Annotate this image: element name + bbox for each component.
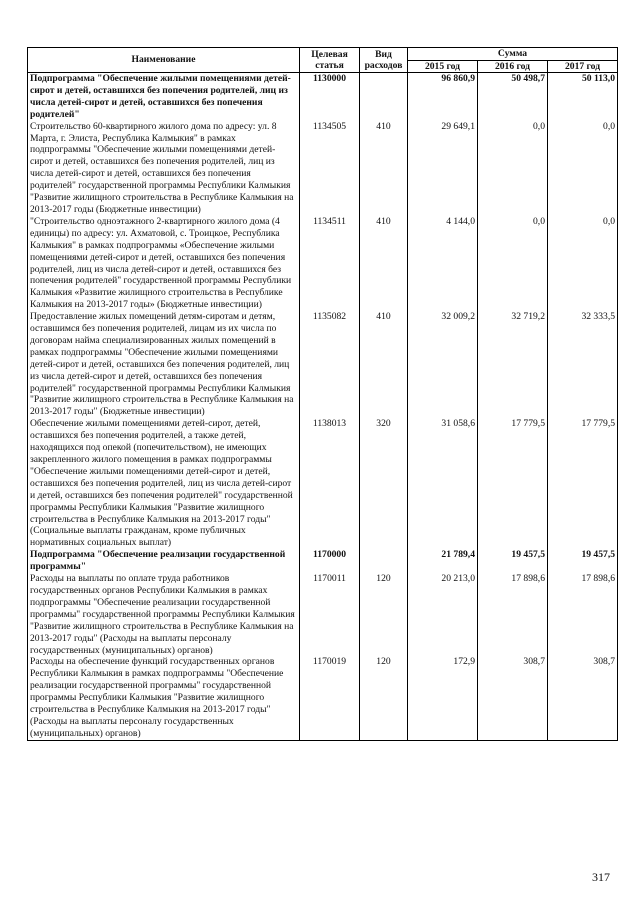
row-2017: 0,0: [548, 121, 618, 216]
row-code: 1130000: [300, 73, 360, 121]
header-code: Целевая статья: [300, 48, 360, 73]
row-vid: 120: [360, 656, 408, 740]
row-2016: 0,0: [478, 216, 548, 311]
row-2015: 31 058,6: [408, 418, 478, 549]
row-2016: 32 719,2: [478, 311, 548, 418]
row-2016: 17 898,6: [478, 573, 548, 656]
row-2015: 96 860,9: [408, 73, 478, 121]
row-code: 1170000: [300, 549, 360, 573]
row-2017: 308,7: [548, 656, 618, 740]
header-vid: Вид расходов: [360, 48, 408, 73]
budget-table: [27, 47, 618, 741]
row-vid: 410: [360, 121, 408, 216]
row-vid: 410: [360, 311, 408, 418]
row-2016: 0,0: [478, 121, 548, 216]
row-vid: [360, 549, 408, 573]
table-row: [28, 418, 618, 549]
row-vid: [360, 73, 408, 121]
row-2015: 4 144,0: [408, 216, 478, 311]
row-2015: 172,9: [408, 656, 478, 740]
row-2017: 17 779,5: [548, 418, 618, 549]
row-2017: 17 898,6: [548, 573, 618, 656]
row-name: "Строительство одноэтажного 2-квартирного жилого дома (4 единицы) по адресу: ул. Ахматовой, с. Троицкое, Республика Калмыкия" в рамках подпрограммы «Обеспечение жилыми помещениями детей-сирот и детей, оставшихся без попечения родителей, лиц из числа детей-сирот и детей, оставшихся без попечения родителей" государственной программы Республики Калмыкия «Развитие жилищного строительства в Республике Калмыкия на 2013-2017 годы» (Бюджетные инвестиции): [28, 216, 300, 311]
row-name: Расходы на выплаты по оплате труда работников государственных органов Республики Калмыкия в рамках подпрограммы "Обеспечение реализации государственной программы" государственной программы Республики Калмыкия "Развитие жилищного строительства в Республике Калмыкия на 2013-2017 годы" (Расходы на выплаты персоналу государственных (муниципальных) органов): [28, 573, 300, 656]
row-2016: 19 457,5: [478, 549, 548, 573]
row-name: Обеспечение жилыми помещениями детей-сирот, детей, оставшихся без попечения родителей, а также детей, находящихся под опекой (попечительством), не имеющих закрепленного жилого помещения в рамках подпрограммы "Обеспечение жилыми помещениями детей-сирот и детей, оставшихся без попечения родителей, лиц из числа детей-сирот и детей, оставшихся без попечения родителей" государственной программы Республики Калмыкия "Развитие жилищного строительства в Республике Калмыкия на 2013-2017 годы" (Социальные выплаты гражданам, кроме публичных нормативных социальных выплат): [28, 418, 300, 549]
header-2016: 2016 год: [478, 60, 548, 73]
table-row: [28, 573, 618, 656]
row-2015: 29 649,1: [408, 121, 478, 216]
row-2015: 20 213,0: [408, 573, 478, 656]
row-2017: 32 333,5: [548, 311, 618, 418]
row-2015: 32 009,2: [408, 311, 478, 418]
header-name: Наименование: [28, 48, 300, 73]
row-code: 1138013: [300, 418, 360, 549]
row-code: 1134511: [300, 216, 360, 311]
row-code: 1170019: [300, 656, 360, 740]
row-2016: 308,7: [478, 656, 548, 740]
table-header: [28, 48, 618, 73]
row-code: 1134505: [300, 121, 360, 216]
row-vid: 120: [360, 573, 408, 656]
row-2015: 21 789,4: [408, 549, 478, 573]
row-code: 1135082: [300, 311, 360, 418]
row-2017: 0,0: [548, 216, 618, 311]
row-name: Подпрограмма "Обеспечение реализации государственной программы": [28, 549, 300, 573]
row-name: Строительство 60-квартирного жилого дома по адресу: ул. 8 Марта, г. Элиста, Республика Калмыкия" в рамках подпрограммы "Обеспечение жилыми помещениями детей-сирот и детей, оставшихся без попечения родителей, лиц из числа детей-сирот и детей, оставшихся без попечения родителей" государственной программы Республики Калмыкия "Развитие жилищного строительства в Республике Калмыкия на 2013-2017 годы (Бюджетные инвестиции): [28, 121, 300, 216]
row-code: 1170011: [300, 573, 360, 656]
row-2016: 17 779,5: [478, 418, 548, 549]
header-sum: Сумма: [408, 48, 618, 61]
row-2017: 19 457,5: [548, 549, 618, 573]
header-2015: 2015 год: [408, 60, 478, 73]
row-vid: 410: [360, 216, 408, 311]
row-vid: 320: [360, 418, 408, 549]
row-2016: 50 498,7: [478, 73, 548, 121]
table-row: [28, 216, 618, 311]
table-row: [28, 121, 618, 216]
table-row: [28, 656, 618, 740]
table-row: [28, 73, 618, 121]
table-body: [28, 73, 618, 741]
header-2017: 2017 год: [548, 60, 618, 73]
row-name: Расходы на обеспечение функций государственных органов Республики Калмыкия в рамках подпрограммы "Обеспечение реализации государственной программы" государственной программы Республики Калмыкия "Развитие жилищного строительства в Республике Калмыкия на 2013-2017 годы" (Расходы на выплаты персоналу государственных (муниципальных) органов): [28, 656, 300, 740]
row-2017: 50 113,0: [548, 73, 618, 121]
table-row: [28, 311, 618, 418]
page-number: 317: [592, 870, 610, 884]
row-name: Подпрограмма "Обеспечение жилыми помещениями детей-сирот и детей, оставшихся без попечения родителей, лиц из числа детей-сирот и детей, оставшихся без попечения родителей": [28, 73, 300, 121]
row-name: Предоставление жилых помещений детям-сиротам и детям, оставшимся без попечения родителей, лицам из их числа по договорам найма специализированных жилых помещений в рамках подпрограммы "Обеспечение жилыми помещениями детей-сирот и детей, оставшихся без попечения родителей, лиц из числа детей-сирот и детей, оставшихся без попечения родителей" государственной программы Республики Калмыкия "Развитие жилищного строительства в Республике Калмыкия на 2013-2017 годы" (Бюджетные инвестиции): [28, 311, 300, 418]
table-row: [28, 549, 618, 573]
